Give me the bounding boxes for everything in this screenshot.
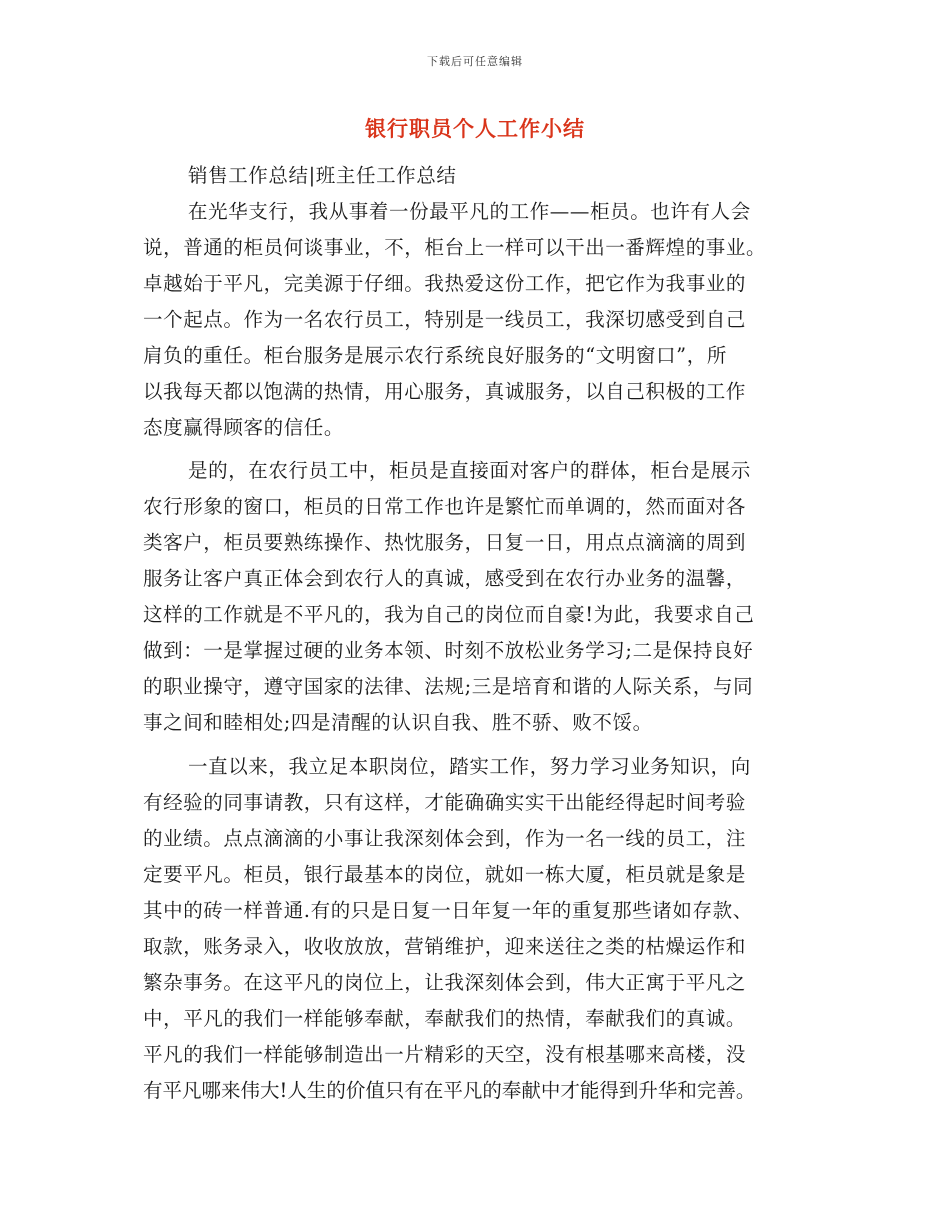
body-line: 一直以来，我立足本职岗位，踏实工作，努力学习业务知识，向 (188, 755, 751, 778)
body-line: 是的，在农行员工中，柜员是直接面对客户的群体，柜台是展示 (188, 459, 751, 482)
body-line: 说，普通的柜员何谈事业，不，柜台上一样可以干出一番辉煌的事业。 (143, 236, 767, 259)
body-line: 在光华支行，我从事着一份最平凡的工作——柜员。也许有人会 (188, 200, 751, 223)
body-line: 服务让客户真正体会到农行人的真诚，感受到在农行办业务的温馨， (143, 567, 747, 590)
body-line: 的业绩。点点滴滴的小事让我深刻体会到，作为一名一线的员工，注 (143, 827, 747, 850)
body-line: 卓越始于平凡，完美源于仔细。我热爱这份工作，把它作为我事业的 (143, 272, 747, 295)
body-line: 中，平凡的我们一样能够奉献，奉献我们的热情，奉献我们的真诚。 (143, 1007, 747, 1030)
body-line: 做到：一是掌握过硬的业务本领、时刻不放松业务学习;二是保持良好 (143, 639, 754, 662)
body-line: 取款，账务录入，收收放放，营销维护，迎来送往之类的枯燥运作和 (143, 935, 747, 958)
body-line: 定要平凡。柜员，银行最基本的岗位，就如一栋大厦，柜员就是象是 (143, 863, 747, 886)
body-line: 其中的砖一样普通.有的只是日复一日年复一年的重复那些诸如存款、 (143, 899, 753, 922)
document-subtitle: 销售工作总结|班主任工作总结 (188, 164, 457, 187)
body-line: 事之间和睦相处;四是清醒的认识自我、胜不骄、败不馁。 (143, 711, 653, 734)
body-line: 这样的工作就是不平凡的，我为自己的岗位而自豪!为此，我要求自己 (143, 603, 755, 626)
body-line: 农行形象的窗口，柜员的日常工作也许是繁忙而单调的，然而面对各 (143, 495, 747, 518)
body-line: 以我每天都以饱满的热情，用心服务，真诚服务，以自己积极的工作 (143, 380, 747, 403)
body-line: 一个起点。作为一名农行员工，特别是一线员工，我深切感受到自己 (143, 308, 747, 331)
page-header-note: 下载后可任意编辑 (427, 55, 523, 68)
body-line: 繁杂事务。在这平凡的岗位上，让我深刻体会到，伟大正寓于平凡之 (143, 971, 747, 994)
body-line: 的职业操守，遵守国家的法律、法规;三是培育和谐的人际关系，与同 (143, 675, 754, 698)
document-title: 银行职员个人工作小结 (365, 116, 585, 141)
body-line: 有经验的同事请教，只有这样，才能确确实实干出能经得起时间考验 (143, 791, 747, 814)
body-line: 类客户，柜员要熟练操作、热忱服务，日复一日，用点点滴滴的周到 (143, 531, 747, 554)
body-line: 平凡的我们一样能够制造出一片精彩的天空，没有根基哪来高楼，没 (143, 1043, 747, 1066)
body-line: 肩负的重任。柜台服务是展示农行系统良好服务的“文明窗口”，所 (143, 344, 727, 367)
body-line: 态度赢得顾客的信任。 (143, 416, 345, 439)
body-line: 有平凡哪来伟大!人生的价值只有在平凡的奉献中才能得到升华和完善。 (143, 1079, 756, 1102)
